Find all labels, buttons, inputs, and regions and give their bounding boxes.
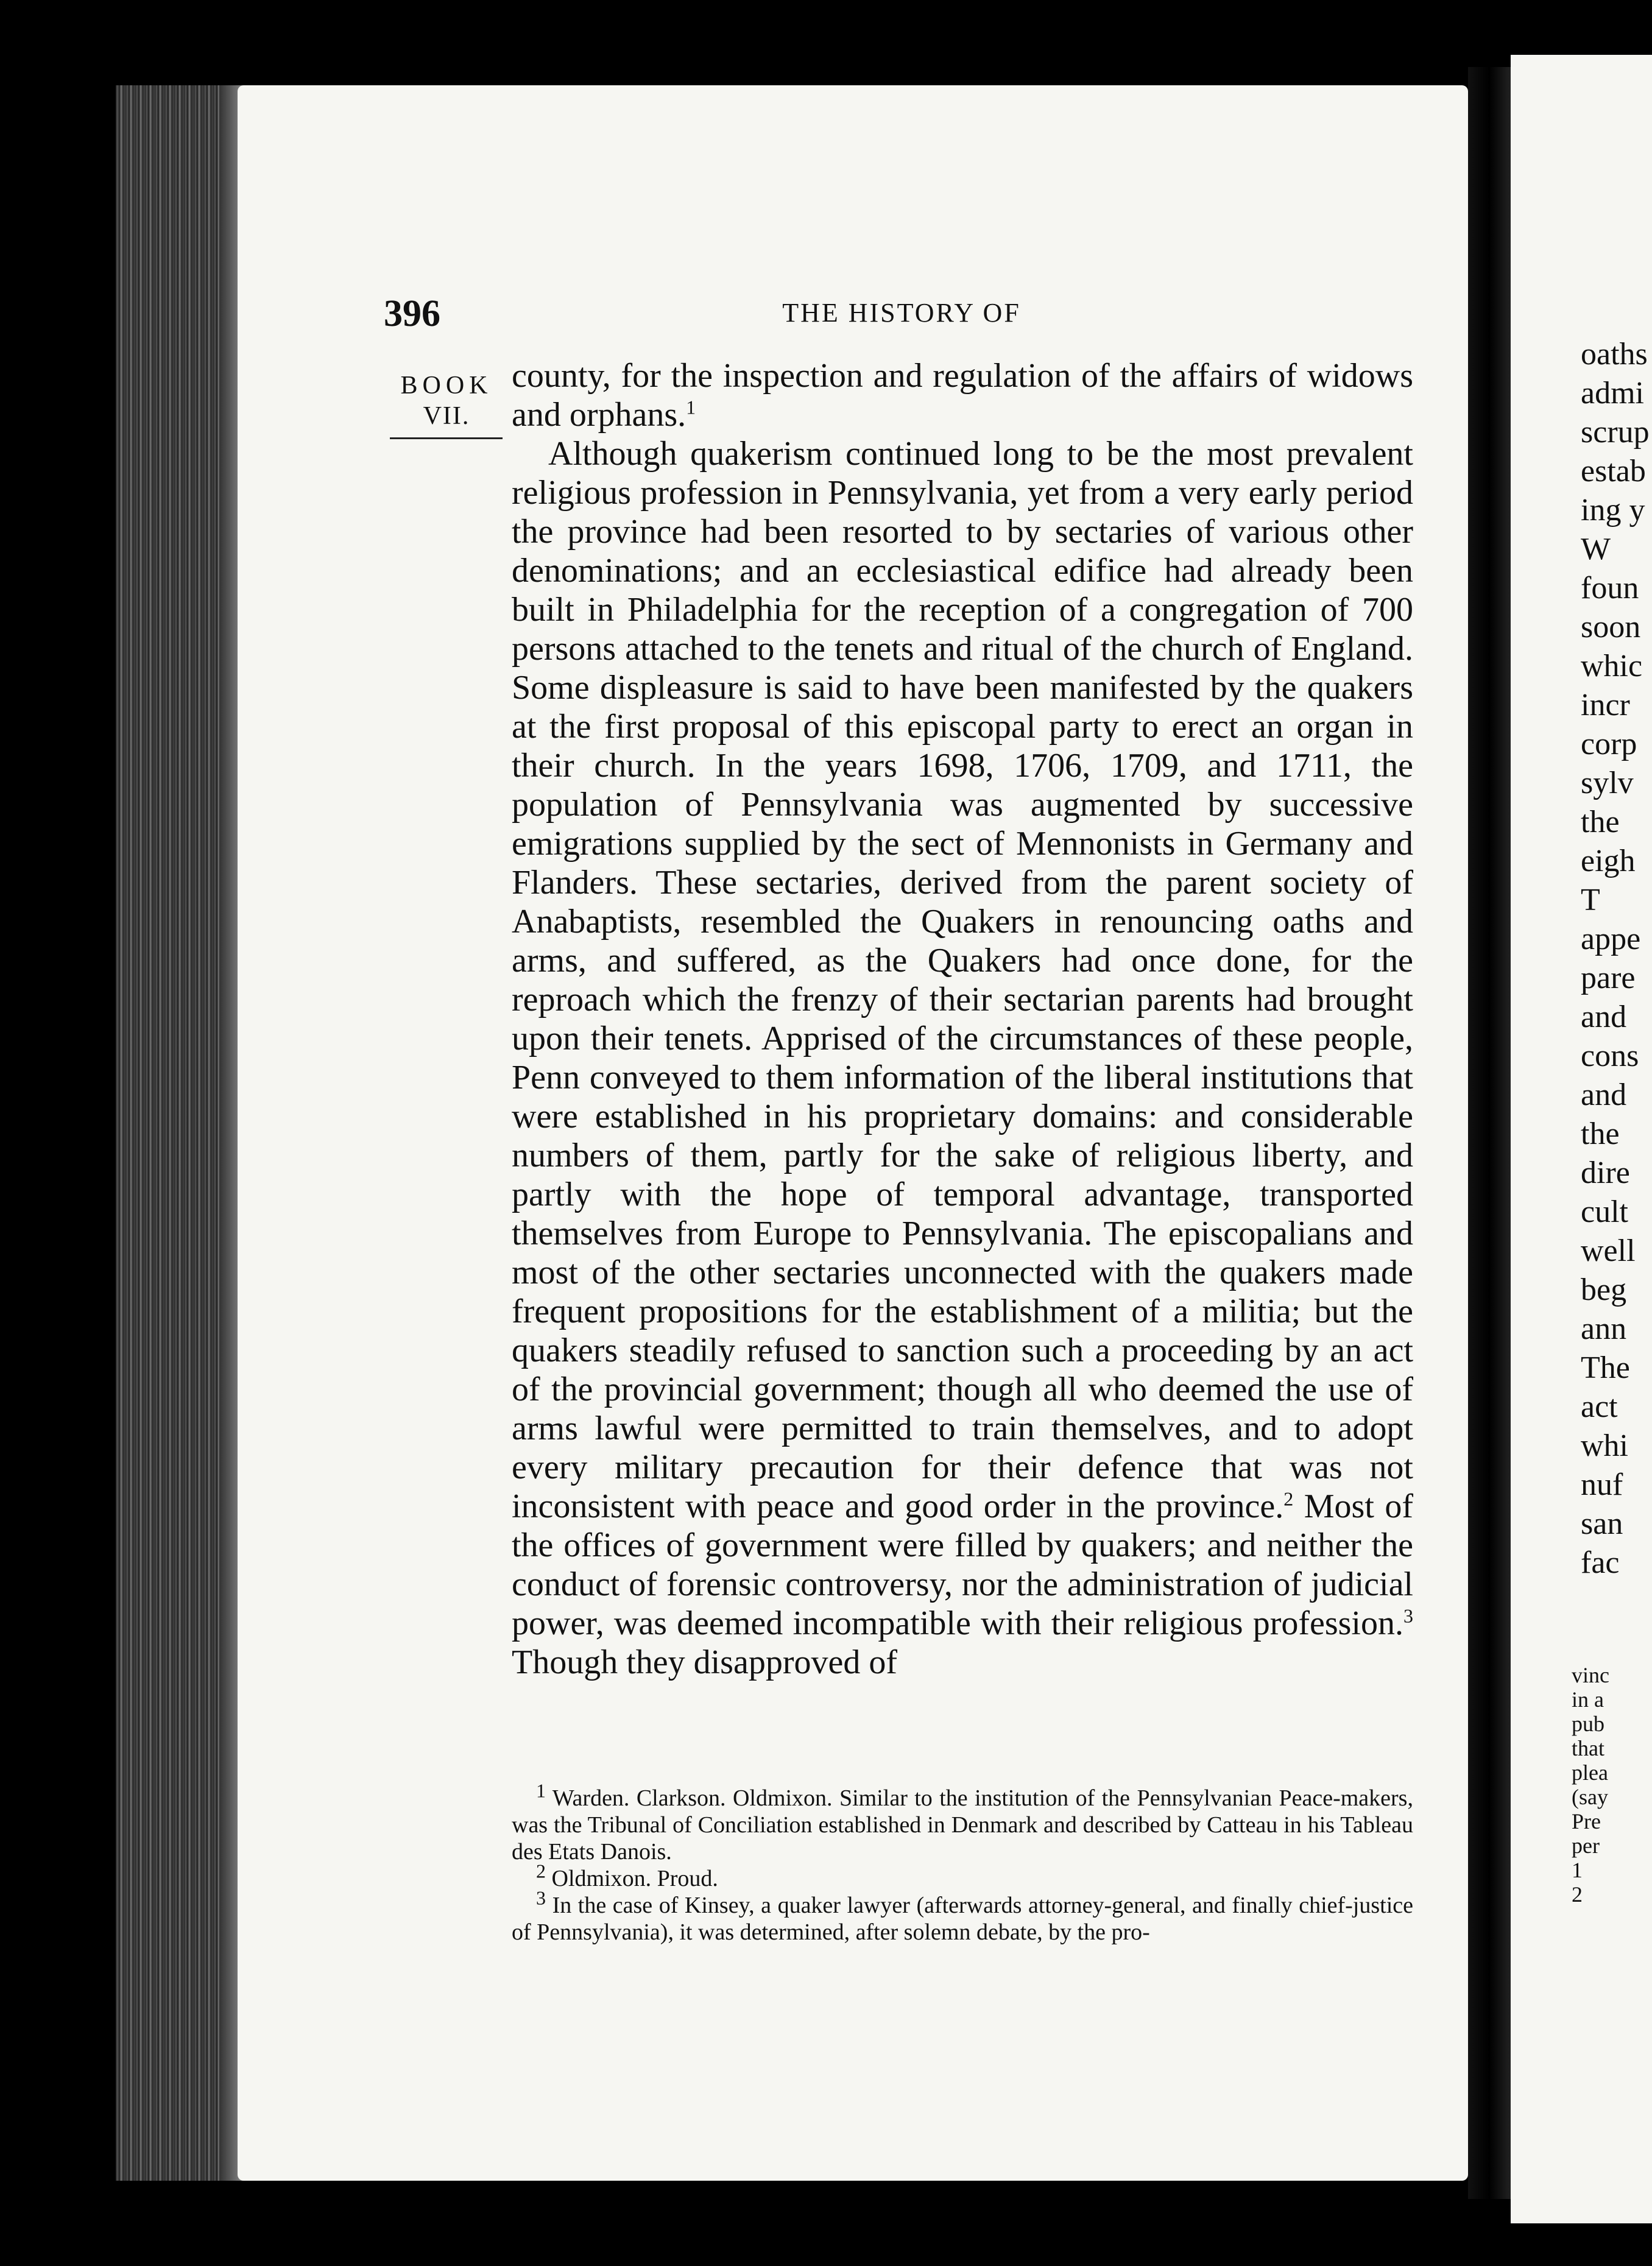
right-page-line: and	[1581, 1078, 1627, 1112]
right-page-note-line: in a	[1572, 1687, 1604, 1712]
right-page-line: nuf	[1581, 1467, 1623, 1502]
paragraph: county, for the inspection and regulation of the affairs of widows and orphans.$^1$	[512, 357, 1413, 434]
right-page-note-line: that	[1572, 1736, 1604, 1760]
right-page-line: san	[1581, 1506, 1623, 1541]
right-page-note-line: (say	[1572, 1785, 1608, 1809]
right-page-note-line: Pre	[1572, 1809, 1601, 1834]
right-page-line: cult	[1581, 1195, 1628, 1229]
right-page-line: whi	[1581, 1428, 1628, 1463]
right-page-line: whic	[1581, 649, 1643, 683]
right-page-note-line: vinc	[1572, 1663, 1609, 1687]
note-mark: 2	[1283, 1488, 1294, 1510]
right-page-line: fac	[1581, 1545, 1620, 1580]
footnote: $^2$ Oldmixon. Proud.	[536, 1860, 718, 1891]
right-page-line: pare	[1581, 961, 1636, 995]
right-page-note-line: per	[1572, 1834, 1600, 1858]
body-text	[512, 356, 1413, 1682]
note-mark: 3	[1403, 1604, 1413, 1627]
footnote: $^3$ In the case of Kinsey, a quaker lawyer (afterwards attorney-general, and finally chief-justice of Pennsylvania), it was determined, after solemn debate, by the pro-	[512, 1887, 1413, 1945]
right-page-line: sylv	[1581, 766, 1634, 800]
right-page-line: foun	[1581, 571, 1639, 605]
right-page-note-line: 1	[1572, 1858, 1583, 1882]
right-page-line: and	[1581, 1000, 1627, 1034]
right-page-line: corp	[1581, 727, 1637, 761]
right-page-line: W	[1581, 532, 1611, 566]
right-page-line: estab	[1581, 454, 1646, 489]
right-page-line: ing y	[1581, 493, 1645, 528]
book-gutter	[1468, 67, 1511, 2199]
right-page-line: eigh	[1581, 844, 1636, 878]
margin-note	[389, 370, 504, 431]
right-page-line: The	[1581, 1350, 1630, 1385]
right-page-line: the	[1581, 1117, 1620, 1151]
right-page-note-line: 2	[1572, 1882, 1583, 1907]
right-page-line: scrup	[1581, 415, 1650, 450]
right-page-note-line: plea	[1572, 1760, 1608, 1785]
right-page-line: the	[1581, 805, 1620, 839]
running-head: THE HISTORY OF	[782, 298, 1021, 328]
footnote: $^1$ Warden. Clarkson. Oldmixon. Similar to the institution of the Pennsylvanian Peace-makers, was the Tribunal of Conciliation established in Denmark and described by Catteau in his Tableau des Etats Danois.	[512, 1779, 1413, 1865]
right-page-line: ann	[1581, 1311, 1627, 1346]
right-page-line: admi	[1581, 376, 1644, 411]
margin-volume-label: VII.	[423, 402, 470, 430]
footnotes	[512, 1779, 1413, 1946]
right-page-note-line: pub	[1572, 1712, 1604, 1736]
right-page-line: cons	[1581, 1039, 1639, 1073]
right-page-text	[1581, 335, 1650, 1583]
note-mark: 1	[686, 396, 696, 418]
margin-book-label: BOOK	[400, 372, 493, 400]
page-header	[384, 292, 1419, 341]
right-page-line: dire	[1581, 1156, 1630, 1190]
paragraph: Although quakerism continued long to be the most prevalent religious profession in Pennsylvania, yet from a very early period the province had been resorted to by sectaries of various other denominations; and an ecclesiastical edifice had already been built in Philadelphia for the reception of a congregation of 700 persons attached to the tenets and ritual of the church of England. Some displeasure is said to have been manifested by the quakers at the first proposal of this episcopal party to erect an organ in their church. In the years 1698, 1706, 1709, and 1711, the population of Pennsylvania was augmented by successive emigrations supplied by the sect of Mennonists in Germany and Flanders. These sectaries, derived from the parent society of Anabaptists, resembled the Quakers in renouncing oaths and arms, and suffered, as the Quakers had once done, for the reproach which the frenzy of their sectarian parents had brought upon their tenets. Apprised of the circumstances of these people, Penn conveyed to them information of the liberal institutions that were established in his proprietary domains: and considerable numbers of them, partly for the sake of religious liberty, and partly with the hope of temporal advantage, transported themselves from Europe to Pennsylvania. The episcopalians and most of the other sectaries unconnected with the quakers made frequent propositions for the establishment of a militia; but the quakers steadily refused to sanction such a proceeding by an act of the provincial government; though all who deemed the use of arms lawful were permitted to train themselves, and to adopt every military precaution for their defence that was not inconsistent with peace and good order in the province.$^2$ Most of the offices of government were filled by quakers; and neither the conduct of forensic controversy, nor the administration of judicial power, was deemed incompatible with their religious profession.$^3$ Though they disapproved of	[512, 435, 1414, 1681]
right-page-line: soon	[1581, 610, 1641, 644]
page-number: 396	[384, 293, 440, 334]
margin-rule	[390, 437, 503, 439]
right-page-line: oaths	[1581, 337, 1648, 372]
right-page-line: act	[1581, 1389, 1618, 1424]
right-page-line: appe	[1581, 922, 1641, 956]
right-page-notes	[1572, 1663, 1609, 1907]
right-page-line: beg	[1581, 1272, 1627, 1307]
right-page-line: well	[1581, 1234, 1636, 1268]
right-page-line: T	[1581, 883, 1600, 917]
right-page-line: incr	[1581, 688, 1630, 722]
